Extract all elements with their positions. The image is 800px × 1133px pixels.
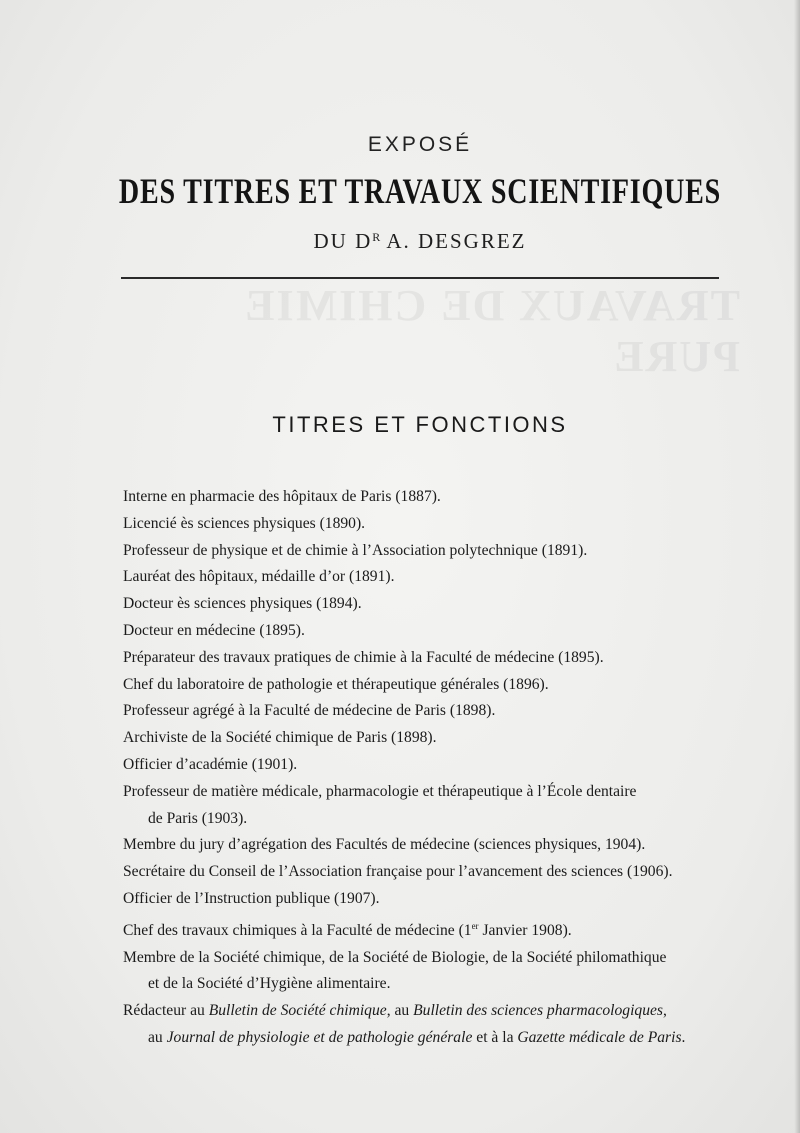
author-title-sup: R (372, 230, 381, 244)
list-item-continuation: et de la Société d’Hygiène alimentaire. (148, 975, 391, 993)
list-item: Professeur de physique et de chimie à l’Association polytechnique (1891). (123, 541, 588, 559)
list-item: Docteur ès sciences physiques (1894). (123, 595, 362, 613)
list-item: Licencié ès sciences physiques (1890). (123, 514, 366, 532)
titles-list (123, 484, 728, 1052)
list-item: Archiviste de la Société chimique de Paris (1898). (123, 729, 437, 747)
list-item-editor: Rédacteur au Bulletin de Société chimique, au Bulletin des sciences pharmacologiques, au Journal de physiologie et de pathologie générale et à la Gazette médicale de Paris. (123, 998, 728, 1052)
list-item: Interne en pharmacie des hôpitaux de Paris (1887). (123, 488, 441, 505)
list-item: Professeur de matière médicale, pharmacologie et thérapeutique à l’École dentaire de Paris (1903). (123, 779, 728, 833)
journal-title: Gazette médicale de Paris (517, 1028, 682, 1046)
journal-title: Bulletin de Société chimique (208, 1002, 387, 1020)
list-item: Docteur en médecine (1895). (123, 621, 305, 639)
list-item-continuation: au Journal de physiologie et de pathologie générale et à la Gazette médicale de Paris. (148, 1028, 686, 1046)
list-item-continuation: de Paris (1903). (148, 809, 248, 827)
list-item: Officier d’académie (1901). (123, 755, 298, 773)
list-item: Membre du jury d’agrégation des Facultés de médecine (sciences physiques, 1904). (123, 836, 646, 854)
journal-title: Journal de physiologie et de pathologie générale (166, 1028, 473, 1046)
section-title: TITRES ET FONCTIONS (272, 412, 568, 437)
author-name: A. DESGREZ (386, 229, 527, 253)
document-kicker: EXPOSÉ (367, 133, 473, 156)
list-item: Membre de la Société chimique, de la Société de Biologie, de la Société philomathique et de la Société d’Hygiène alimentaire. (123, 945, 728, 999)
journal-title: Bulletin des sciences pharmacologiques (413, 1002, 664, 1020)
document-author (0, 229, 800, 254)
header-rule (121, 277, 719, 279)
list-item: Secrétaire du Conseil de l’Association française pour l’avancement des sciences (1906). (123, 863, 673, 881)
list-item: Officier de l’Instruction publique (1907). (123, 889, 380, 907)
bleed-through-text: TRAVAUX DE CHIMIE PURE (243, 281, 740, 381)
document-title: DES TITRES ET TRAVAUX SCIENTIFIQUES (118, 171, 722, 211)
list-item: Lauréat des hôpitaux, médaille d’or (1891). (123, 568, 395, 586)
list-item: Chef des travaux chimiques à la Faculté de médecine (1er Janvier 1908). (123, 920, 572, 939)
page-edge-shadow (794, 0, 800, 1133)
author-prefix: DU D (313, 229, 373, 253)
list-item: Préparateur des travaux pratiques de chimie à la Faculté de médecine (1895). (123, 648, 604, 666)
list-item: Professeur agrégé à la Faculté de médecine de Paris (1898). (123, 702, 496, 720)
list-item: Chef du laboratoire de pathologie et thérapeutique générales (1896). (123, 675, 549, 693)
